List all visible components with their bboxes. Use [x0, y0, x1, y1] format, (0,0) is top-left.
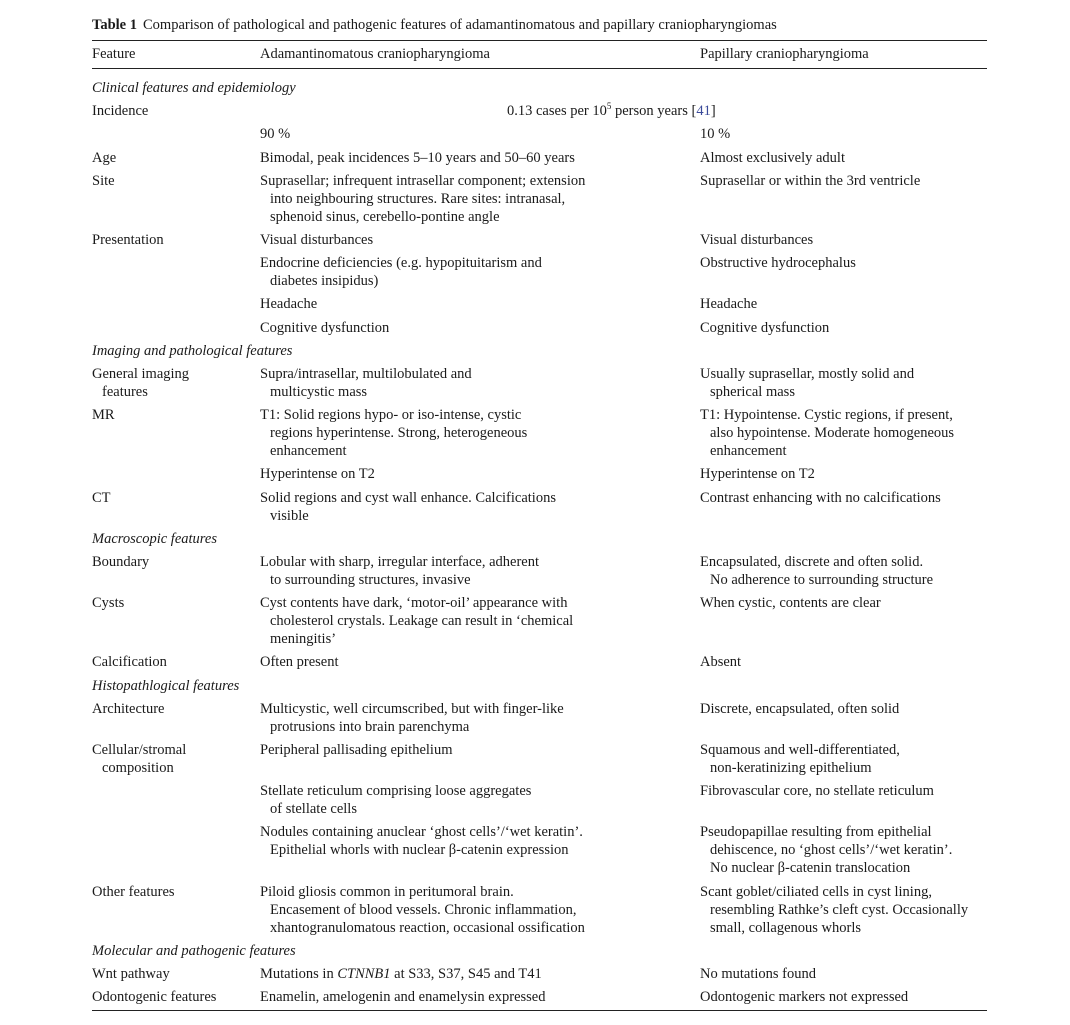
section-title: Imaging and pathological features: [92, 342, 293, 359]
feature-cell: [92, 172, 115, 190]
adamantinomatous-cell-line: visible: [270, 507, 309, 524]
table-label: Table 1: [92, 17, 137, 33]
header-rule: [92, 68, 987, 69]
adamantinomatous-cell: [260, 741, 452, 759]
adamantinomatous-cell-line: Piloid gliosis common in peritumoral brain.: [260, 883, 514, 900]
citation-link[interactable]: 41: [696, 103, 711, 120]
papillary-cell: [700, 319, 829, 337]
feature-cell-line: Site: [92, 172, 115, 189]
papillary-cell-line: When cystic, contents are clear: [700, 595, 881, 612]
papillary-cell-line: Encapsulated, discrete and often solid.: [700, 554, 924, 570]
papillary-cell: [700, 125, 730, 143]
bottom-rule: [92, 1010, 987, 1011]
papillary-cell: [700, 823, 952, 877]
papillary-cell: [700, 149, 845, 167]
feature-cell-line: Odontogenic features: [92, 989, 217, 1006]
feature-cell: [92, 594, 124, 612]
papillary-cell-line: Contrast enhancing with no calcifications: [700, 489, 941, 506]
incidence-bracket: ]: [710, 103, 716, 120]
adamantinomatous-cell-line: to surrounding structures, invasive: [270, 572, 471, 588]
section-title: Clinical features and epidemiology: [92, 80, 296, 96]
papillary-cell-line: No adherence to surrounding structure: [710, 572, 934, 588]
papillary-cell-line: non-keratinizing epithelium: [710, 760, 872, 776]
table-header: [92, 41, 987, 68]
adamantinomatous-cell: [260, 172, 585, 226]
adamantinomatous-cell-line: Multicystic, well circumscribed, but with finger-like: [260, 700, 564, 717]
feature-cell: [92, 883, 175, 901]
adamantinomatous-cell: [260, 553, 539, 589]
adamantinomatous-cell: [260, 319, 389, 337]
incidence-value: [507, 102, 716, 120]
feature-cell: [92, 231, 164, 249]
adamantinomatous-cell-line: Cognitive dysfunction: [260, 319, 390, 336]
incidence-unit: person years [: [611, 103, 697, 120]
feature-cell: [92, 653, 167, 671]
adamantinomatous-cell: [260, 823, 583, 859]
adamantinomatous-cell-line: sphenoid sinus, cerebello-pontine angle: [270, 208, 500, 225]
adamantinomatous-cell: [260, 465, 375, 483]
papillary-cell-line: No nuclear β-catenin translocation: [710, 860, 911, 877]
adamantinomatous-cell-line: protrusions into brain parenchyma: [270, 718, 470, 735]
table-caption: [92, 14, 987, 36]
adamantinomatous-cell-line: Epithelial whorls with nuclear β-catenin expression: [270, 842, 569, 859]
incidence-exponent: 5: [606, 101, 612, 112]
papillary-cell: [700, 594, 881, 612]
adamantinomatous-cell: [260, 782, 531, 818]
adamantinomatous-cell-line: Enamelin, amelogenin and enamelysin expressed: [260, 989, 546, 1006]
papillary-cell-line: spherical mass: [710, 384, 795, 400]
papillary-cell-line: Obstructive hydrocephalus: [700, 255, 856, 272]
feature-cell: Incidence: [92, 103, 149, 120]
adamantinomatous-cell-line: T1: Solid regions hypo- or iso-intense, cystic: [260, 407, 522, 424]
papillary-cell: [700, 465, 815, 483]
feature-cell-line: Cellular/stromal: [92, 742, 187, 758]
papillary-cell-line: Visual disturbances: [700, 232, 814, 248]
papillary-cell-line: Absent: [700, 654, 742, 671]
papillary-cell: [700, 741, 900, 777]
feature-cell: [92, 988, 216, 1006]
adamantinomatous-cell: [260, 295, 317, 313]
table-page: [92, 14, 987, 1014]
adamantinomatous-cell-line: Peripheral pallisading epithelium: [260, 742, 453, 758]
adamantinomatous-cell-line: Endocrine deficiencies (e.g. hypopituitarism and: [260, 255, 542, 272]
adamantinomatous-cell-line: enhancement: [270, 443, 347, 460]
adamantinomatous-cell-line: into neighbouring structures. Rare sites: intranasal,: [270, 190, 566, 207]
papillary-cell: [700, 365, 914, 401]
feature-cell: [92, 149, 116, 167]
feature-cell-line: Boundary: [92, 554, 150, 570]
papillary-cell: [700, 254, 856, 272]
papillary-cell: [700, 553, 933, 589]
feature-cell-line: Other features: [92, 883, 175, 900]
adamantinomatous-cell: [260, 489, 556, 525]
adamantinomatous-cell: [260, 883, 585, 937]
papillary-cell: [700, 988, 908, 1006]
feature-cell: [92, 553, 149, 571]
feature-cell-line: General imaging: [92, 366, 190, 382]
papillary-cell-line: Odontogenic markers not expressed: [700, 989, 909, 1006]
papillary-cell: [700, 883, 968, 937]
section-title: Histopathlogical features: [92, 677, 240, 694]
adamantinomatous-cell-line: xhantogranulomatous reaction, occasional ossification: [270, 919, 585, 936]
adamantinomatous-cell-line: 90 %: [260, 126, 291, 143]
papillary-cell-line: Headache: [700, 296, 758, 313]
papillary-cell-line: No mutations found: [700, 966, 816, 982]
adamantinomatous-cell-line: Cyst contents have dark, ‘motor-oil’ appearance with: [260, 595, 568, 612]
papillary-cell-line: Pseudopapillae resulting from epithelial: [700, 824, 932, 841]
adamantinomatous-cell-line: multicystic mass: [270, 384, 368, 400]
feature-cell-line: Calcification: [92, 654, 167, 671]
adamantinomatous-cell-line: cholesterol crystals. Leakage can result in ‘chemical: [270, 613, 574, 630]
adamantinomatous-cell: [260, 125, 290, 143]
adamantinomatous-cell-line: Solid regions and cyst wall enhance. Calcifications: [260, 489, 556, 506]
feature-cell-line: Wnt pathway: [92, 966, 170, 982]
adamantinomatous-cell-line: Suprasellar; infrequent intrasellar component; extension: [260, 172, 586, 189]
papillary-cell-line: Scant goblet/ciliated cells in cyst lining,: [700, 883, 932, 900]
header-papillary: Papillary craniopharyngioma: [700, 46, 869, 62]
papillary-cell: [700, 295, 757, 313]
papillary-cell-line: Usually suprasellar, mostly solid and: [700, 366, 915, 382]
papillary-cell-line: T1: Hypointense. Cystic regions, if present,: [700, 407, 953, 424]
adamantinomatous-cell-line: Visual disturbances: [260, 232, 374, 248]
papillary-cell: [700, 653, 741, 671]
papillary-cell: [700, 489, 941, 507]
section-title: Macroscopic features: [92, 530, 217, 547]
feature-cell: [92, 700, 164, 718]
feature-cell: [92, 406, 115, 424]
feature-cell-line: Cysts: [92, 595, 125, 612]
papillary-cell-line: enhancement: [710, 443, 787, 460]
adamantinomatous-cell-line: diabetes insipidus): [270, 273, 379, 290]
papillary-cell-line: also hypointense. Moderate homogeneous: [710, 425, 955, 442]
papillary-cell-line: resembling Rathke’s cleft cyst. Occasionally: [710, 901, 969, 918]
adamantinomatous-cell-line: Often present: [260, 654, 339, 671]
papillary-cell-line: small, collagenous whorls: [710, 919, 862, 936]
feature-cell-line: features: [102, 384, 148, 400]
adamantinomatous-cell-line: Nodules containing anuclear ‘ghost cells’/‘wet keratin’.: [260, 824, 583, 841]
adamantinomatous-cell-line: Supra/intrasellar, multilobulated and: [260, 366, 472, 382]
adamantinomatous-cell: [260, 365, 472, 401]
papillary-cell: [700, 700, 899, 718]
adamantinomatous-cell-line: Lobular with sharp, irregular interface, adherent: [260, 554, 539, 570]
adamantinomatous-cell-line: Bimodal, peak incidences 5–10 years and 50–60 years: [260, 149, 575, 166]
adamantinomatous-cell: [260, 254, 542, 290]
adamantinomatous-cell: [260, 988, 545, 1006]
header-adamantinomatous: Adamantinomatous craniopharyngioma: [260, 46, 490, 62]
papillary-cell: [700, 231, 813, 249]
papillary-cell-line: Suprasellar or within the 3rd ventricle: [700, 172, 921, 189]
adamantinomatous-cell: [260, 231, 373, 249]
adamantinomatous-cell-line: Mutations in CTNNB1 at S33, S37, S45 and T41: [260, 966, 542, 982]
table-title: Comparison of pathological and pathogenic features of adamantinomatous and papillary craniopharyngiomas: [143, 17, 777, 33]
feature-cell-line: Architecture: [92, 700, 165, 717]
adamantinomatous-cell-line: Stellate reticulum comprising loose aggregates: [260, 783, 532, 800]
papillary-cell-line: Fibrovascular core, no stellate reticulum: [700, 783, 934, 800]
papillary-cell-line: 10 %: [700, 126, 731, 143]
feature-cell: [92, 365, 189, 401]
adamantinomatous-cell: [260, 700, 564, 736]
incidence-text: 0.13 cases per 10: [507, 103, 607, 120]
adamantinomatous-cell-line: meningitis’: [270, 631, 337, 648]
papillary-cell-line: Almost exclusively adult: [700, 149, 845, 166]
feature-cell-line: composition: [102, 760, 174, 776]
adamantinomatous-cell-line: Encasement of blood vessels. Chronic inflammation,: [270, 901, 577, 918]
adamantinomatous-cell: [260, 406, 527, 460]
feature-cell-line: MR: [92, 407, 115, 424]
papillary-cell: [700, 172, 920, 190]
feature-cell-line: CT: [92, 489, 111, 506]
papillary-cell: [700, 782, 934, 800]
adamantinomatous-cell-line: Headache: [260, 296, 318, 313]
header-feature: Feature: [92, 46, 136, 62]
adamantinomatous-cell-line: of stellate cells: [270, 801, 357, 818]
feature-cell-line: Age: [92, 149, 117, 166]
papillary-cell-line: Cognitive dysfunction: [700, 319, 830, 336]
adamantinomatous-cell: [260, 594, 573, 648]
section-title: Molecular and pathogenic features: [92, 942, 296, 959]
table-body: [92, 72, 987, 1014]
adamantinomatous-cell-line: Hyperintense on T2: [260, 466, 375, 483]
papillary-cell-line: Squamous and well-differentiated,: [700, 742, 900, 758]
papillary-cell: [700, 406, 954, 460]
feature-cell: [92, 965, 170, 983]
papillary-cell-line: Discrete, encapsulated, often solid: [700, 700, 900, 717]
adamantinomatous-cell: [260, 965, 542, 983]
feature-cell-line: Presentation: [92, 232, 164, 248]
papillary-cell-line: Hyperintense on T2: [700, 466, 815, 483]
adamantinomatous-cell: [260, 149, 575, 167]
papillary-cell: [700, 965, 816, 983]
adamantinomatous-cell-line: regions hyperintense. Strong, heterogeneous: [270, 425, 528, 442]
adamantinomatous-cell: [260, 653, 339, 671]
papillary-cell-line: dehiscence, no ‘ghost cells’/‘wet keratin’.: [710, 842, 953, 859]
feature-cell: [92, 741, 186, 777]
feature-cell: [92, 489, 111, 507]
